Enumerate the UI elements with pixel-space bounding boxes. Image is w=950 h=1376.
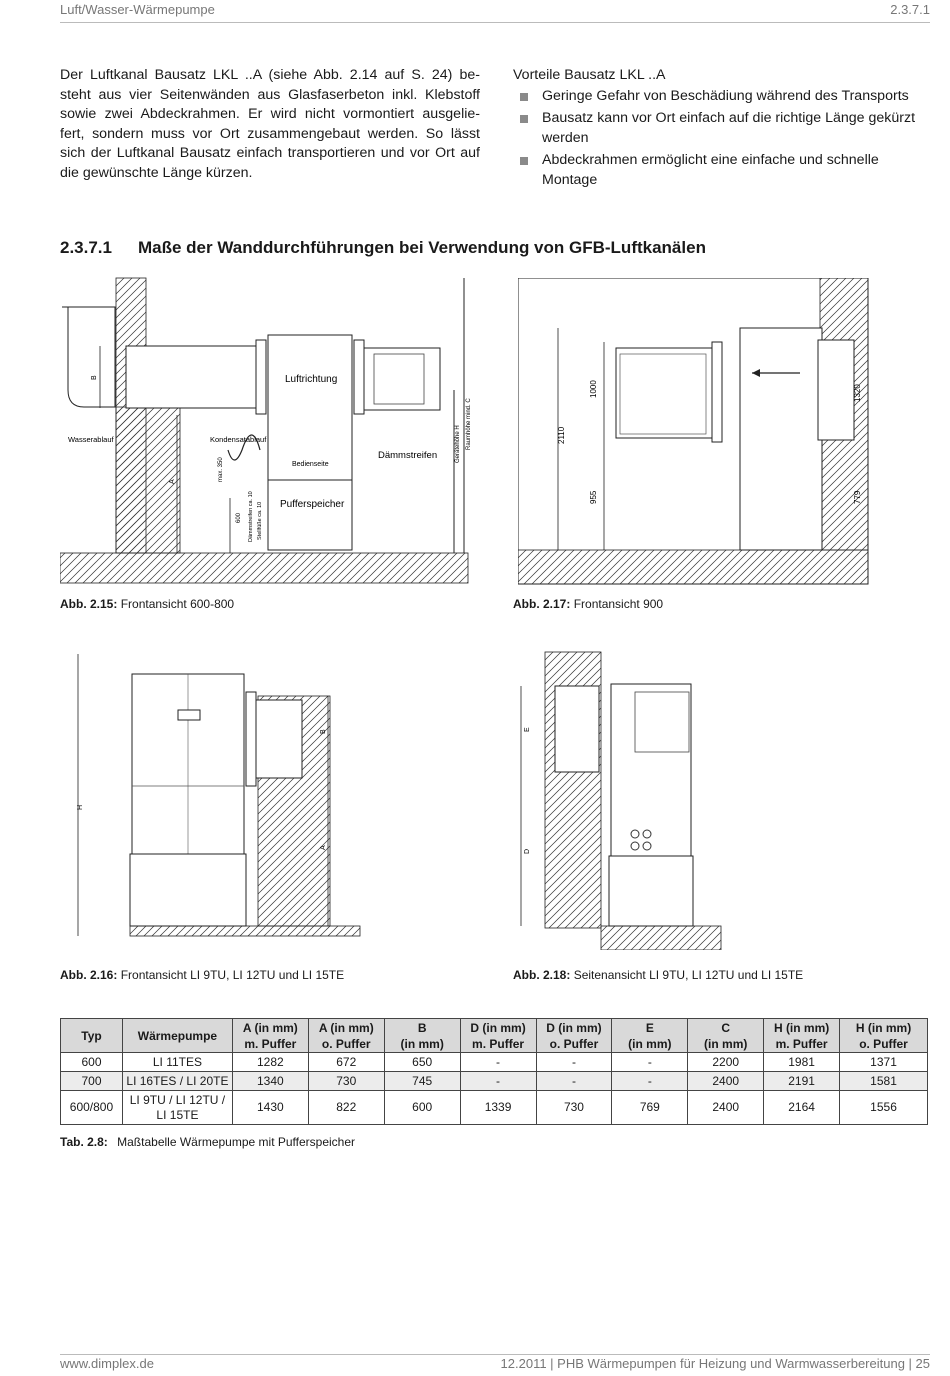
- intro-line: sich der Luftkanal Bausatz einfach transportieren und vor Ort auf: [60, 145, 480, 161]
- label-779: 779: [853, 490, 862, 504]
- caption-number: Abb. 2.18:: [513, 968, 571, 982]
- caption-number: Tab. 2.8:: [60, 1135, 108, 1149]
- duct-frame: [256, 340, 266, 414]
- floor: [601, 926, 721, 950]
- duct-frame: [354, 340, 364, 414]
- section-number: 2.3.7.1: [60, 238, 112, 257]
- column-header: H (in mm) m. Puffer: [764, 1019, 840, 1053]
- heat-pump-unit: [740, 328, 822, 550]
- label-kondensatablauf: Kondensatablauf: [210, 435, 267, 444]
- label-max350: max. 350: [218, 457, 224, 482]
- advantages-title: Vorteile Bausatz LKL ..A: [513, 67, 666, 83]
- air-duct: [555, 686, 599, 772]
- header-divider: [60, 22, 930, 23]
- label-stell10: Stellfüße ca. 10: [257, 501, 263, 540]
- bullet-square-icon: [520, 93, 528, 101]
- air-duct: [126, 346, 262, 408]
- figure-side-view-li-tu: [515, 650, 725, 950]
- section-title: Maße der Wanddurchführungen bei Verwendung von GFB-Luftkanälen: [138, 238, 706, 257]
- bullet-square-icon: [520, 115, 528, 123]
- duct-frame: [712, 342, 722, 442]
- column-header: A (in mm) o. Puffer: [308, 1019, 384, 1053]
- list-item-text: Geringe Gefahr von Beschädiung während des Transports: [542, 87, 909, 104]
- label-1000: 1000: [589, 380, 598, 398]
- heat-pump-unit: [611, 684, 691, 856]
- dimension-table: [60, 1018, 928, 1125]
- label-e: E: [524, 727, 531, 732]
- header-section: 2.3.7.1: [890, 2, 930, 17]
- list-item: [513, 151, 933, 190]
- figure-caption: [60, 968, 344, 982]
- table-row: 700 LI 16TES / LI 20TE 1340 730 745 - - - 2400 2191 1581: [61, 1072, 928, 1091]
- caption-text: Seitenansicht LI 9TU, LI 12TU und LI 15TE: [573, 968, 804, 982]
- figure-caption: [513, 597, 663, 611]
- figure-front-view-900: [518, 278, 870, 588]
- column-header: D (in mm) o. Puffer: [536, 1019, 612, 1053]
- label-h: H: [77, 804, 84, 810]
- water-drain-outline: [62, 307, 115, 407]
- label-600: 600: [236, 512, 242, 523]
- column-header: B (in mm): [384, 1019, 460, 1053]
- label-b: B: [91, 375, 98, 380]
- list-item: [513, 109, 933, 148]
- label-bedienseite: Bedienseite: [292, 461, 329, 468]
- table-row: 600/800 LI 9TU / LI 12TU / LI 15TE 1430 822 600 1339 730 769 2400 2164 1556: [61, 1091, 928, 1125]
- list-item-text: Bausatz kann vor Ort einfach auf die richtige Länge gekürzt werden: [542, 110, 916, 146]
- intro-line: fert, sondern muss vor Ort zusammengebaut werden. So lässt: [60, 125, 480, 142]
- label-a: A: [169, 479, 176, 484]
- figure-front-view-600-800: [60, 270, 480, 590]
- caption-text: Frontansicht 600-800: [120, 597, 235, 611]
- column-header: H (in mm) o. Puffer: [840, 1019, 928, 1053]
- label-a: A: [320, 845, 327, 850]
- column-header: E (in mm): [612, 1019, 688, 1053]
- floor: [518, 550, 868, 584]
- caption-number: Abb. 2.15:: [60, 597, 118, 611]
- header-title: Luft/Wasser-Wärmepumpe: [60, 2, 215, 17]
- label-2110: 2110: [557, 426, 566, 444]
- air-duct: [256, 700, 302, 778]
- intro-line: steht aus vier Seitenwänden aus Glasfaserbeton inkl. Klebstoff: [60, 86, 480, 103]
- table-row: 600 LI 11TES 1282 672 650 - - - 2200 1981 1371: [61, 1053, 928, 1072]
- label-pufferspeicher: Pufferspeicher: [280, 499, 345, 510]
- label-luftrichtung: Luftrichtung: [285, 374, 338, 385]
- label-d: D: [524, 848, 531, 854]
- footer-link[interactable]: www.dimplex.de: [60, 1356, 154, 1371]
- column-header: C (in mm): [688, 1019, 764, 1053]
- control-display: [178, 710, 200, 720]
- label-daemm10: Dämmstreifen ca. 10: [248, 491, 254, 542]
- buffer-tank: [268, 480, 352, 550]
- buffer-tank: [609, 856, 693, 926]
- label-955: 955: [589, 490, 598, 504]
- intro-line: sowie zwei Abdeckrahmen. Er wird nicht vormontiert ausgelie-: [60, 106, 480, 122]
- column-header: A (in mm) m. Puffer: [232, 1019, 308, 1053]
- caption-text: Frontansicht 900: [573, 597, 664, 611]
- caption-number: Abb. 2.17:: [513, 597, 571, 611]
- intro-paragraph: [60, 66, 480, 183]
- table-caption: [60, 1135, 355, 1149]
- duct-frame: [246, 692, 256, 786]
- air-duct-inlet: [616, 348, 712, 438]
- figure-caption: [513, 968, 803, 982]
- footer-page-info: 12.2011 | PHB Wärmepumpen für Heizung und Warmwasserbereitung | 25: [500, 1356, 930, 1371]
- advantages-block: [513, 66, 933, 190]
- outlet-duct: [818, 340, 854, 440]
- intro-line: die gewünschte Länge kürzen.: [60, 164, 253, 181]
- label-1320: 1320: [853, 384, 862, 402]
- intro-line: Der Luftkanal Bausatz LKL ..A (siehe Abb. 2.14 auf S. 24) be-: [60, 67, 480, 83]
- bullet-square-icon: [520, 157, 528, 165]
- floor: [60, 553, 468, 583]
- figure-front-view-li-tu: [70, 650, 400, 940]
- label-daemmstreifen: Dämmstreifen: [378, 450, 438, 461]
- caption-number: Abb. 2.16:: [60, 968, 118, 982]
- caption-text: Maßtabelle Wärmepumpe mit Pufferspeicher: [117, 1135, 356, 1149]
- label-b: B: [320, 729, 327, 734]
- label-geraetehoehe: Gerätehöhe H: [455, 425, 461, 463]
- wall: [116, 278, 180, 553]
- column-header: D (in mm) m. Puffer: [460, 1019, 536, 1053]
- floor: [130, 926, 360, 936]
- list-item: [513, 87, 933, 107]
- footer-divider: [60, 1354, 930, 1355]
- figure-caption: [60, 597, 234, 611]
- label-raumhoehe: Raumhöhe mind. C: [466, 398, 472, 450]
- column-header: Typ: [61, 1019, 123, 1053]
- column-header: Wärmepumpe: [122, 1019, 232, 1053]
- list-item-text: Abdeckrahmen ermöglicht eine einfache und schnelle Montage: [542, 152, 879, 188]
- buffer-tank: [130, 854, 246, 926]
- label-wasserablauf: Wasserablauf: [68, 435, 114, 444]
- caption-text: Frontansicht LI 9TU, LI 12TU und LI 15TE: [120, 968, 345, 982]
- outlet-duct: [364, 348, 440, 410]
